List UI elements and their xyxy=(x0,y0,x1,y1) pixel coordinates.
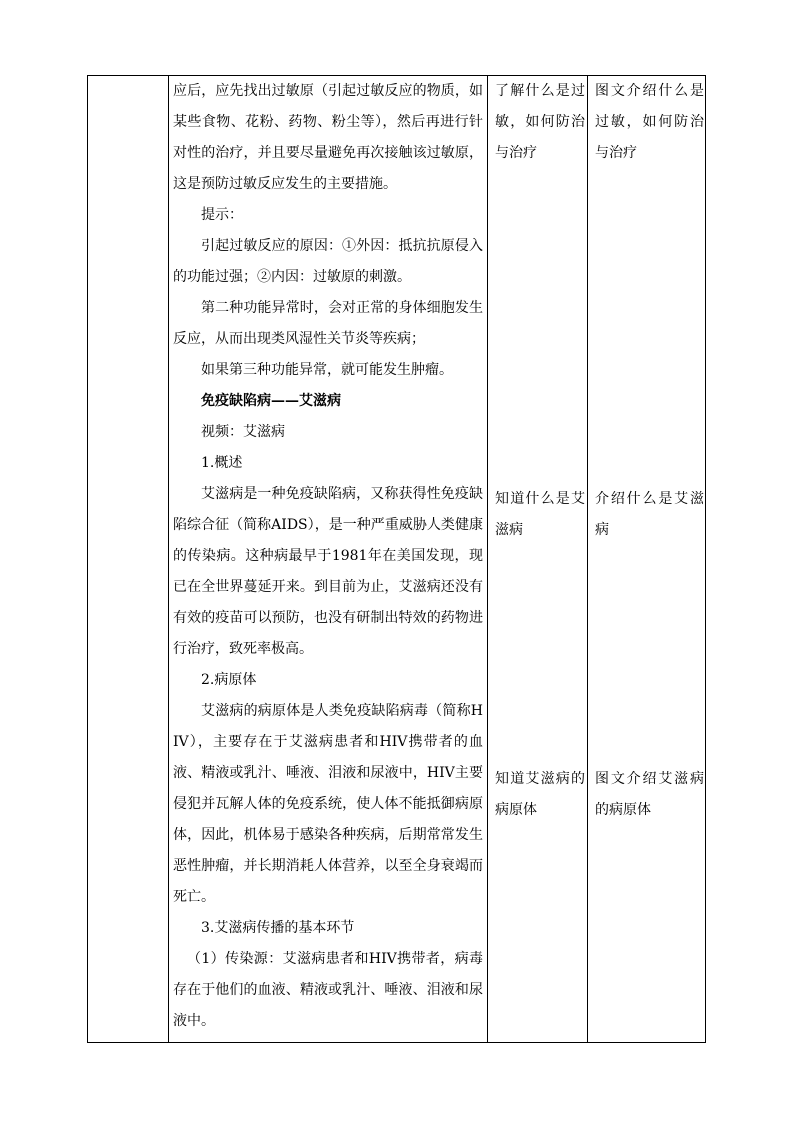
paragraph: （1）传染源：艾滋病患者和HIV携带者，病毒存在于他们的血液、精液或乳汁、唾液、泪液和尿液中。 xyxy=(173,951,483,1029)
paragraph: 艾滋病是一种免疫缺陷病，又称获得性免疫缺陷综合征（简称AIDS），是一种严重威胁人类健康的传染病。这种病最早于1981年在美国发现，现已在全世界蔓延开来。到目前为止，艾滋病还没有有效的疫苗可以预防，也没有研制出特效的药物进行治疗，致死率极高。 xyxy=(173,486,483,657)
goal-note xyxy=(488,764,588,826)
subheading: 2.病原体 xyxy=(201,672,257,688)
lesson-table xyxy=(87,75,706,1043)
section-heading: 免疫缺陷病——艾滋病 xyxy=(201,393,341,409)
goal-note xyxy=(488,76,588,169)
goal-note xyxy=(488,484,588,546)
learning-goal-cell xyxy=(488,76,588,1042)
subheading: 1.概述 xyxy=(201,455,243,471)
method-note xyxy=(588,764,707,826)
method-cell xyxy=(588,76,707,1042)
goal-text: 知道什么是艾滋病 xyxy=(495,491,585,538)
method-text: 介绍什么是艾滋病 xyxy=(595,491,704,538)
goal-text: 知道艾滋病的病原体 xyxy=(495,771,585,818)
goal-text: 了解什么是过敏，如何防治与治疗 xyxy=(495,83,585,161)
paragraph: 应后，应先找出过敏原（引起过敏反应的物质，如某些食物、花粉、药物、粉尘等），然后再进行针对性的治疗，并且要尽量避免再次接触该过敏原，这是预防过敏反应发生的主要措施。 xyxy=(173,83,483,192)
method-note xyxy=(588,484,707,546)
paragraph: 引起过敏反应的原因：①外因：抵抗抗原侵入的功能过强；②内因：过敏原的刺激。 xyxy=(173,238,483,285)
paragraph: 如果第三种功能异常，就可能发生肿瘤。 xyxy=(201,362,453,378)
method-text: 图文介绍什么是过敏，如何防治与治疗 xyxy=(595,83,704,161)
paragraph: 视频：艾滋病 xyxy=(201,424,285,440)
paragraph: 艾滋病的病原体是人类免疫缺陷病毒（简称HIV），主要存在于艾滋病患者和HIV携带者的血液、精液或乳汁、唾液、泪液和尿液中，HIV主要侵犯并瓦解人体的免疫系统，使人体不能抵御病原体，因此，机体易于感染各种疾病，后期常常发生恶性肿瘤，并长期消耗人体营养，以至全身衰竭而死亡。 xyxy=(173,703,483,905)
teaching-content-cell xyxy=(169,76,488,1042)
paragraph: 提示： xyxy=(201,207,243,223)
method-note xyxy=(588,76,707,169)
method-text: 图文介绍艾滋病的病原体 xyxy=(595,771,704,818)
paragraph: 第二种功能异常时，会对正常的身体细胞发生反应，从而出现类风湿性关节炎等疾病； xyxy=(173,300,483,347)
subheading: 3.艾滋病传播的基本环节 xyxy=(201,920,355,936)
